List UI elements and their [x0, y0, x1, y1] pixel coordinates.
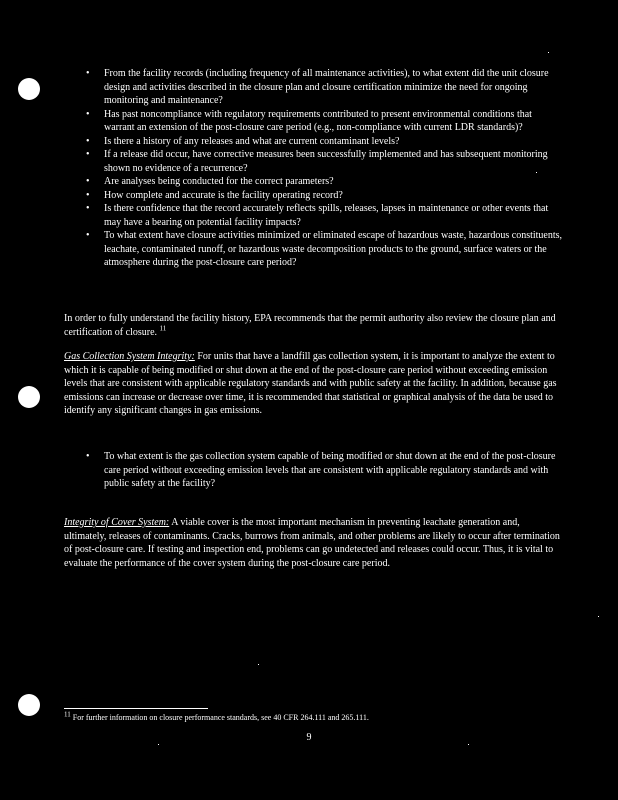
list-item: • From the facility records (including frequency of all maintenance activities), to what extent did the unit closure design and activities described in the closure plan and closure certification minimize the need for ongoing monitoring and maintenance?: [86, 67, 564, 108]
history-paragraph: [64, 312, 560, 339]
list-item: • To what extent is the gas collection system capable of being modified or shut down at the end of the post-closure care period without exceeding emission levels that are consistent with applicable regulatory standards and with public safety at the facility?: [86, 450, 564, 491]
scan-speck: [258, 664, 259, 665]
scan-speck: [536, 172, 537, 173]
cover-section-title: Integrity of Cover System:: [64, 517, 170, 528]
footnote-divider: [64, 708, 208, 709]
gas-bullet-list: [86, 450, 564, 491]
cover-system-section: [64, 516, 560, 570]
punch-hole-middle: [18, 386, 40, 408]
cover-section-body: A viable cover is the most important mechanism in preventing leachate generation and, ultimately, releases of contaminants. Cracks, burrows from animals, and other problems are likely to occur after termination of post-closure care. If testing and inspection end, problems can go undetected and releases could occur. Thus, it is vital to evaluate the performance of the cover system during the post-closure care period.: [64, 517, 560, 569]
punch-hole-top: [18, 78, 40, 100]
list-item: • Has past noncompliance with regulatory requirements contributed to present environmental conditions that warrant an extension of the post-closure care period (e.g., non-compliance with current LDR standards)?: [86, 108, 564, 135]
history-questions: [86, 67, 564, 270]
scan-speck: [598, 616, 599, 617]
gas-collection-section: [64, 350, 560, 418]
scan-speck: [158, 744, 159, 745]
scan-speck: [468, 744, 469, 745]
gas-questions: [86, 450, 564, 491]
punch-hole-bottom: [18, 694, 40, 716]
gas-section-body: For units that have a landfill gas collection system, it is important to analyze the extent to which it is capable of being modified or shut down at the end of the post-closure care period without exceeding emission levels that are consistent with applicable regulatory standards and with public safety at the facility. In addition, because gas emissions can increase or decrease over time, it is recommended that statistical or graphical analysis of the data be used to identify any significant changes in gas emissions.: [64, 351, 557, 416]
list-item: • Are analyses being conducted for the correct parameters?: [86, 175, 564, 189]
footnote-text: For further information on closure performance standards, see 40 CFR 264.111 and 265.111.: [72, 713, 369, 722]
footnote: [64, 710, 564, 723]
list-item: • How complete and accurate is the facility operating record?: [86, 189, 564, 203]
gas-section-title: Gas Collection System Integrity:: [64, 351, 195, 362]
footnote-reference: 11: [159, 324, 167, 333]
list-item: • Is there confidence that the record accurately reflects spills, releases, lapses in maintenance or other events that may have a bearing on potential facility impacts?: [86, 202, 564, 229]
list-item: • Is there a history of any releases and what are current contaminant levels?: [86, 135, 564, 149]
history-bullet-list: [86, 67, 564, 270]
footnote-number: 11: [64, 710, 71, 719]
list-item: • If a release did occur, have corrective measures been successfully implemented and has subsequent monitoring shown no evidence of a recurrence?: [86, 148, 564, 175]
page-number: 9: [306, 732, 312, 743]
history-paragraph-text: In order to fully understand the facility history, EPA recommends that the permit authority also review the closure plan and certification of closure.: [64, 313, 556, 338]
scan-speck: [548, 52, 549, 53]
list-item: • To what extent have closure activities minimized or eliminated escape of hazardous waste, hazardous constituents, leachate, contaminated runoff, or hazardous waste decomposition products to the ground, surface waters or the atmosphere during the post-closure care period?: [86, 229, 564, 270]
